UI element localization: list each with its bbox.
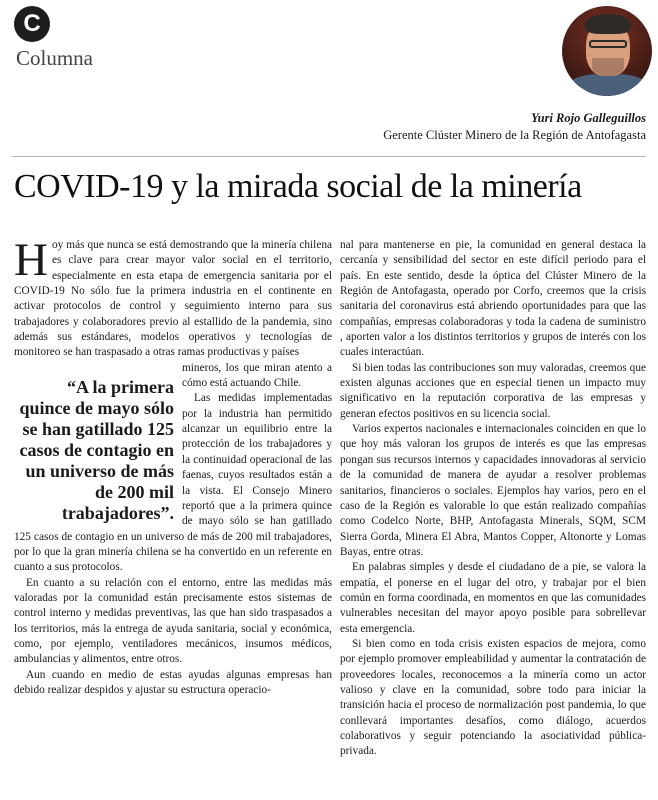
paragraph: Aun cuando en medio de estas ayudas algunas empresas han debido realizar despidos y ajustar su estructura operacio- <box>14 668 332 696</box>
photo-shirt <box>568 74 648 96</box>
paragraph-text-part: oy más que nunca se está demostrando que la minería chilena es clave para crear mayor valor social en el territorio, especialmente en esta etapa de emergencia sanitaria por el COVID-19 No sólo fue la primera industria en el continente en activar protocolos de control y seguimiento interno para sus trabajadores y colaboradores previo al estallido de la pandemia, sino además sus estándares, modelos operativos y tecnologías de monitoreo se han traspasado a otras ramas productivas y países <box>14 239 332 359</box>
paragraph: Las medidas implementadas por la industria han permitido alcanzar un equilibrio entre la protección de los trabajadores y la continuidad operacional de las faenas, cuyos resultados están a la vista. El Consejo Minero reportó que a la primera quince de mayo sólo se han gatillado 125 casos de contagio en un universo de más de 200 mil trabajadores, por lo que la gran minería chilena se ha convertido en un referente en cuanto a sus protocolos. <box>14 392 332 574</box>
paragraph: En palabras simples y desde el ciudadano de a pie, se valora la empatía, el ponerse en el lugar del otro, y trabajar por el bien común en forma coordinada, en momentos en que las comunidades vulnerables necesitan del mayor apoyo posible para sobrellevar esta emergencia. <box>340 561 646 635</box>
section-label: Columna <box>16 46 93 70</box>
photo-beard <box>592 58 624 76</box>
article-column-2 <box>340 238 646 760</box>
paragraph: Si bien como en toda crisis existen espacios de mejora, como por ejemplo promover empleabilidad y aumentar la contratación de proveedores locales, reconocemos a la minería como un actor valioso y clave en la comunidad, sobre todo para iniciar la transición hacia el proceso de normalización post pandemia, lo que conllevará importantes desafíos, como diálogo, acuerdos colaborativos y seguir potenciando la asociatividad pública-privada. <box>340 637 646 758</box>
author-photo <box>562 6 652 96</box>
section-badge: C <box>14 6 50 42</box>
paragraph: En cuanto a su relación con el entorno, entre las medidas más valoradas por la comunidad están precisamente estos sistemas de control interno y medidas preventivas, las que han sido traspasados a los territorios, más la entrega de ayuda sanitaria, social y económica, como, por ejemplo, ventiladores mecánicos, insumos médicos, ambulancias y alimentos, entre otros. <box>14 576 332 666</box>
header-divider <box>12 156 646 157</box>
author-role: Gerente Clúster Minero de la Región de Antofagasta <box>383 128 646 142</box>
paragraph: nal para mantenerse en pie, la comunidad en general destaca la cercanía y sensibilidad del sector en este difícil periodo para el país. En este sentido, desde la óptica del Clúster Minero de la Región de Antofagasta, operado por Corfo, creemos que la crisis sanitaria del coronavirus está abriendo oportunidades para que las compañías, empresas colaboradoras y toda la cadena de suministro , aporten valor a los distintos territorios y grupos de interés con los cuales interactúan. <box>340 239 646 359</box>
author-byline <box>383 110 646 144</box>
article-column-1 <box>14 234 332 698</box>
paragraph: Varios expertos nacionales e internacionales coinciden en que lo que hoy más valoran los grupos de interés es que las empresas pongan sus recursos internos y capacidades innovadoras al servicio de la comunidad de manera de ayudar a resolver problemas sanitarios, financieros o sociales. Ejemplos hay varios, pero en el caso de la Región es valorable lo que están realizado compañías como Codelco Norte, BHP, Antofagasta Minerals, SQM, SCM Sierra Gorda, Minera El Abra, Mantos Copper, Altonorte y Lomas Bayas, entre otras. <box>340 423 646 558</box>
photo-hair <box>585 14 631 34</box>
dropcap: H <box>14 234 48 286</box>
photo-glasses <box>589 40 627 48</box>
author-name: Yuri Rojo Galleguillos <box>531 111 646 125</box>
article-headline: COVID-19 y la mirada social de la minería <box>14 168 582 205</box>
paragraph-text-part: mineros, los que miran atento a cómo está actuando Chile. <box>182 361 332 390</box>
paragraph: Si bien todas las contribuciones son muy valoradas, creemos que existen algunas acciones que en especial tienen un impacto muy significativo en la reputación corporativa de las empresas y generan efectos positivos en su licencia social. <box>340 361 646 420</box>
pull-quote: “A la primera quince de mayo sólo se han gatillado 125 casos de contagio en un universo de más de 200 mil trabajadores”. <box>19 376 174 523</box>
